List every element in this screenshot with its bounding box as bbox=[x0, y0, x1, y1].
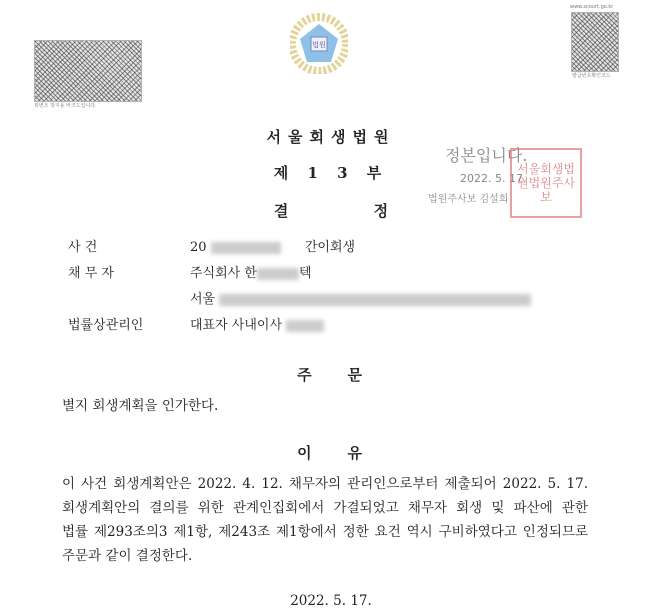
certifying-officer: 법원주사보 김설희 bbox=[428, 194, 509, 205]
qr-caption: 발급번호확인코드 bbox=[572, 73, 611, 79]
reason-line: 법률 제293조의3 제1항, 제243조 제1항에서 정한 요건 역시 구비하였다고 인정되므로 bbox=[62, 524, 588, 540]
case-label: 사 건 bbox=[68, 240, 98, 255]
court-name: 서울회생법원 bbox=[266, 128, 396, 146]
certified-copy-text: 정본입니다. bbox=[445, 146, 528, 165]
court-url: www.scourt.go.kr bbox=[570, 4, 614, 10]
order-text: 별지 회생계획을 인가한다. bbox=[62, 398, 219, 414]
decision-date: 2022. 5. 17. bbox=[290, 593, 372, 609]
order-heading: 주 문 bbox=[297, 366, 365, 384]
reason-line: 주문과 같이 결정한다. bbox=[62, 548, 193, 564]
verification-qr-code bbox=[571, 12, 619, 72]
debtor-name: 주식회사 한 텍 bbox=[190, 266, 312, 281]
court-emblem-icon bbox=[290, 12, 348, 74]
manager-label: 법률상관리인 bbox=[68, 318, 144, 333]
reason-heading: 이 유 bbox=[297, 444, 365, 462]
svg-text:법원: 법원 bbox=[312, 41, 326, 49]
document-type: 결 정 bbox=[273, 202, 429, 220]
official-seal-stamp: 서울회생법원법원주사보 bbox=[510, 148, 582, 218]
debtor-label: 채 무 자 bbox=[68, 266, 114, 281]
barcode-caption: 위변조 방지용 바코드입니다. bbox=[34, 103, 97, 109]
certification-date: 2022. 5. 17. bbox=[460, 172, 527, 185]
reason-line: 회생계획안의 결의를 위한 관계인집회에서 가결되었고 채무자 회생 및 파산에 관한 bbox=[62, 500, 588, 516]
case-number: 20 간이회생 bbox=[190, 240, 356, 255]
reason-line: 이 사건 회생계획안은 2022. 4. 12. 채무자의 관리인으로부터 제출되어 2022. 5. 17. bbox=[62, 476, 588, 492]
manager-value: 대표자 사내이사 bbox=[190, 314, 324, 333]
debtor-address: 서울 bbox=[190, 288, 531, 307]
anti-forgery-barcode bbox=[34, 40, 142, 102]
division: 제 1 3 부 bbox=[273, 164, 389, 182]
